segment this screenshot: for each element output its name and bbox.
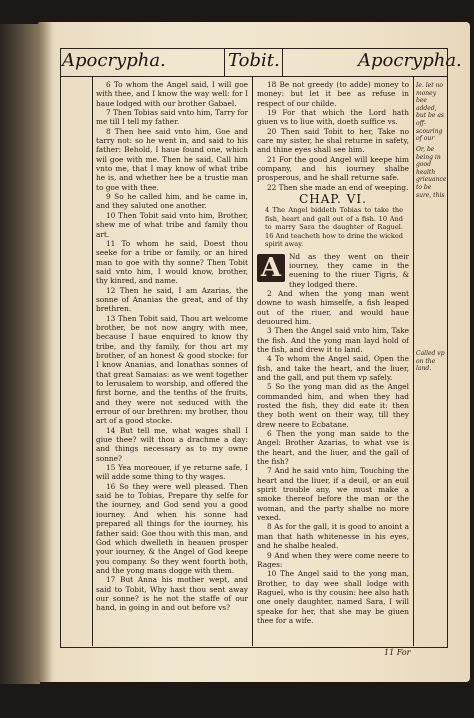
verse: 20 Then said Tobit to her, Take no care my sister, he shal returne in safety, and thine eyes shall see him.	[257, 126, 409, 155]
verse: 4 To whom the Angel said, Open the fish, and take the heart, and the liuer, and the gall, and put them vp safely.	[257, 354, 409, 382]
margin-note-2: Or, be being in good health grieuance to be sure, this	[416, 146, 446, 198]
verse: 8 Then hee said vnto him, Goe and tarry not: so he went in, and said to his father: Behold, I haue found one, which wil goe with me. Then he said, Call him vnto me, that I may know of what tribe he is, and whether hee be a trustie man to goe with thee.	[96, 126, 248, 192]
verse: 10 Then Tobit said vnto him, Brother, shew me of what tribe and family thou art.	[96, 210, 248, 239]
verse: 5 So the yong man did as the Angel commanded him, and when they had rosted the fish, they did eate it: then they both went on their way, till they drew neere to Ecbatane.	[257, 382, 409, 429]
margin-note-3: Called vp on the land.	[416, 350, 445, 373]
verse: 9 And when they were come neere to Rages:	[257, 550, 409, 569]
header-divider-left	[224, 48, 225, 77]
verse: 6 Then the yong man saide to the Angel: Brother Azarias, to what vse is the heart, and the liuer, and the gall of the fish?	[257, 429, 409, 467]
chapter-summary: 4 The Angel biddeth Tobias to take the fish, heart and gall out of a fish. 10 And to marry Sara the daughter of Raguel. 16 And teacheth how to drine the wicked spirit away.	[265, 206, 403, 249]
verse: 22 Then she made an end of weeping.	[267, 182, 409, 192]
verse: 18 Be not greedy (to adde) money to money: but let it bee as refuse in respect of our childe.	[257, 80, 409, 108]
verse: 16 So they were well pleased. Then said he to Tobias, Prepare thy selfe for the iourney, and God send you a good iourney. And when his sonne had prepared all things for the iourney, his father said: Goe thou with this man, and God which dwelleth in heauen prosper your iourney, & the Angel of God keepe you company. So they went foorth both, and the yong mans dogge with them.	[96, 481, 248, 575]
margin-note-1: Ie. let no money bee added, but be as off-scouring of our	[416, 82, 444, 142]
verse: 3 Then the Angel said vnto him, Take the fish. And the yong man layd hold of the fish, and drew it to land.	[257, 326, 409, 354]
verse: 11 To whom he said, Doest thou seeke for a tribe or family, or an hired man to goe with thy sonne? Then Tobit said vnto him, I would know, brother, thy kinred, and name.	[96, 238, 248, 286]
verse: 2 And when the yong man went downe to wash himselfe, a fish leaped out of the riuer, and would haue deuoured him.	[257, 288, 409, 326]
drop-cap: A	[257, 254, 285, 282]
right-text-column	[257, 80, 409, 644]
first-verse	[257, 252, 409, 289]
running-title-left: Apocrypha.	[62, 50, 166, 71]
verse: 9 So he called him, and he came in, and they saluted one another.	[96, 192, 248, 211]
verse: 7 Then Tobias said vnto him, Tarry for me till I tell my father.	[96, 108, 248, 127]
verse: 15 Yea moreouer, if ye returne safe, I will adde some thing to thy wages.	[96, 463, 248, 482]
center-column-rule	[252, 77, 253, 646]
left-verse-rule	[92, 77, 93, 646]
verse: 10 The Angel said to the yong man, Brother, to day wee shall lodge with Raguel, who is thy cousin: hee also hath one onely daughter, named Sara, I will speake for her, that she may be giuen thee for a wife.	[257, 569, 409, 625]
verse: 13 Then Tobit said, Thou art welcome brother, be not now angry with mee, because I haue enquired to know thy tribe, and thy family, for thou art my brother, of an honest & good stocke: for I know Ananias, and Ionathas sonnes of that great Samaias: as we went together to Ierusalem to worship, and offered the first borne, and the tenths of the fruits, and they were not seduced with the errour of our brethren: my brother, thou art of a good stocke.	[96, 313, 248, 426]
header-rule	[60, 76, 447, 77]
gutter-shadow	[38, 22, 52, 682]
verse: 7 And he said vnto him, Touching the heart and the liuer, if a deuil, or an euil spirit trouble any, we must make a smoke thereof before the man or the woman, and the party shalbe no more vexed.	[257, 466, 409, 523]
book-binding	[0, 24, 40, 684]
verse: 17 But Anna his mother wept, and said to Tobit, Why hast thou sent away our sonne? is he not the staffe of our hand, in going in and out before vs?	[96, 575, 248, 613]
verse: 8 As for the gall, it is good to anoint a man that hath whitenesse in his eyes, and he shalbe healed.	[257, 522, 409, 551]
verse: 12 Then he said, I am Azarias, the sonne of Ananias the great, and of thy brethren.	[96, 285, 248, 314]
verse: 14 But tell me, what wages shall I giue thee? wilt thou a drachme a day: and things necessary as to my owne sonne?	[96, 425, 248, 463]
left-text-column	[96, 80, 248, 644]
running-title-center: Tobit.	[228, 50, 280, 71]
chapter-heading: CHAP. VI.	[299, 192, 367, 207]
catchword: 11 For	[384, 648, 411, 657]
verse: 19 For that which the Lord hath giuen vs to liue with, doeth suffice vs.	[257, 108, 409, 127]
header-divider-right	[282, 48, 283, 77]
right-margin-rule	[413, 77, 414, 646]
running-title-right: Apocrypha.	[358, 50, 462, 71]
verse: 21 For the good Angel will keepe him company, and his iourney shalbe prosperous, and he shall returne safe.	[257, 154, 409, 183]
verse: 6 To whom the Angel said, I will goe with thee, and I know the way well: for I haue lodged with our brother Gabael.	[96, 80, 248, 108]
first-verse-text: Nd as they went on their iourney, they came in the euening to the riuer Tigris, & they lodged there.	[289, 251, 409, 289]
